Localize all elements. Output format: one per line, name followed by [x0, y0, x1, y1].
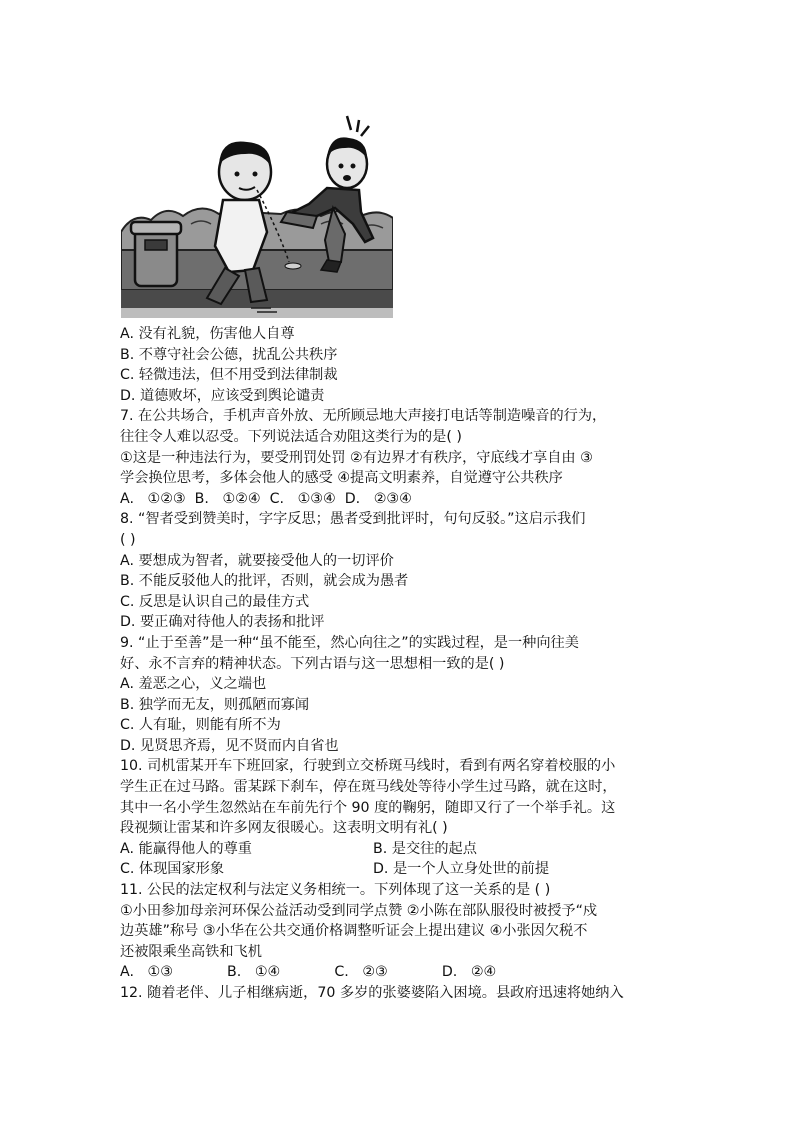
option-b: B. 是交往的起点	[373, 840, 477, 857]
question-stem: ( )	[120, 531, 136, 548]
cartoon-illustration	[121, 112, 393, 318]
option-a: A. 羞恶之心，义之端也	[120, 676, 267, 693]
option-a: A. 没有礼貌，伤害他人自尊	[120, 326, 295, 342]
question-stem: 10. 司机雷某开车下班回家，行驶到立交桥斑马线时，看到有两名穿着校服的小	[120, 758, 616, 775]
question-10	[120, 756, 680, 880]
option-b: B. 不能反驳他人的批评，否则，就会成为愚者	[120, 573, 409, 590]
question-stem: 学生正在过马路。雷某踩下刹车，停在斑马线处等待小学生过马路，就在这时，	[120, 779, 617, 796]
question-12	[120, 983, 680, 1004]
option-a: A. 要想成为智者，就要接受他人的一切评价	[120, 552, 394, 569]
question-stem: 8. “智者受到赞美时，字字反思；愚者受到批评时，句句反驳。”这启示我们	[120, 511, 586, 528]
statement-line: ①这是一种违法行为，要受刑罚处罚 ②有边界才有秩序，守底线才享自由 ③	[120, 449, 593, 466]
statement-line: 学会换位思考，多体会他人的感受 ④提高文明素养，自觉遵守公共秩序	[120, 470, 563, 487]
statement-line: 边英雄”称号 ③小华在公共交通价格调整听证会上提出建议 ④小张因欠税不	[120, 923, 588, 940]
options-row	[120, 839, 680, 860]
question-stem: 好、永不言弃的精神状态。下列古语与这一思想相一致的是( )	[120, 655, 505, 672]
option-a: A. 能赢得他人的尊重	[120, 840, 252, 857]
question-stem: 7. 在公共场合，手机声音外放、无所顾忌地大声接打电话等制造噪音的行为，	[120, 408, 607, 425]
options-row	[120, 859, 680, 880]
options-line: A. ①③ B. ①④ C. ②③ D. ②④	[120, 964, 497, 981]
question-text-block	[120, 324, 680, 1004]
question-8	[120, 509, 680, 633]
question-stem: 9. “止于至善”是一种“虽不能至，然心向往之”的实践过程，是一种向往美	[120, 634, 579, 651]
question-stem: 其中一名小学生忽然站在车前先行个 90 度的鞠躬，随即又行了一个举手礼。这	[120, 799, 616, 816]
option-c: C. 人有耻，则能有所不为	[120, 717, 281, 734]
question-9	[120, 633, 680, 757]
question-stem: 往往令人难以忍受。下列说法适合劝阻这类行为的是( )	[120, 428, 462, 445]
question-7	[120, 406, 680, 509]
question-stem: 12. 随着老伴、儿子相继病逝，70 多岁的张婆婆陷入困境。县政府迅速将她纳入	[120, 985, 624, 1001]
statement-line: ①小田参加母亲河环保公益活动受到同学点赞 ②小陈在部队服役时被授予“戍	[120, 902, 598, 919]
option-d: D. 要正确对待他人的表扬和批评	[120, 614, 325, 631]
option-c: C. 体现国家形象	[120, 861, 225, 878]
option-d: D. 见贤思齐焉，见不贤而内自省也	[120, 737, 339, 754]
options-line: A. ①②③ B. ①②④ C. ①③④ D. ②③④	[120, 490, 412, 507]
question-6-options	[120, 324, 680, 406]
option-c: C. 反思是认识自己的最佳方式	[120, 593, 310, 610]
statement-line: 还被限乘坐高铁和飞机	[120, 943, 262, 960]
option-b: B. 独学而无友，则孤陋而寡闻	[120, 696, 310, 713]
question-stem: 段视频让雷某和许多网友很暖心。这表明文明有礼( )	[120, 820, 448, 837]
option-d: D. 是一个人立身处世的前提	[373, 861, 550, 878]
option-d: D. 道德败坏，应该受到舆论谴责	[120, 387, 325, 404]
question-11	[120, 880, 680, 983]
option-c: C. 轻微违法，但不用受到法律制裁	[120, 367, 338, 384]
option-b: B. 不尊守社会公德，扰乱公共秩序	[120, 346, 338, 363]
question-stem: 11. 公民的法定权利与法定义务相统一。下列体现了这一关系的是 ( )	[120, 882, 551, 899]
